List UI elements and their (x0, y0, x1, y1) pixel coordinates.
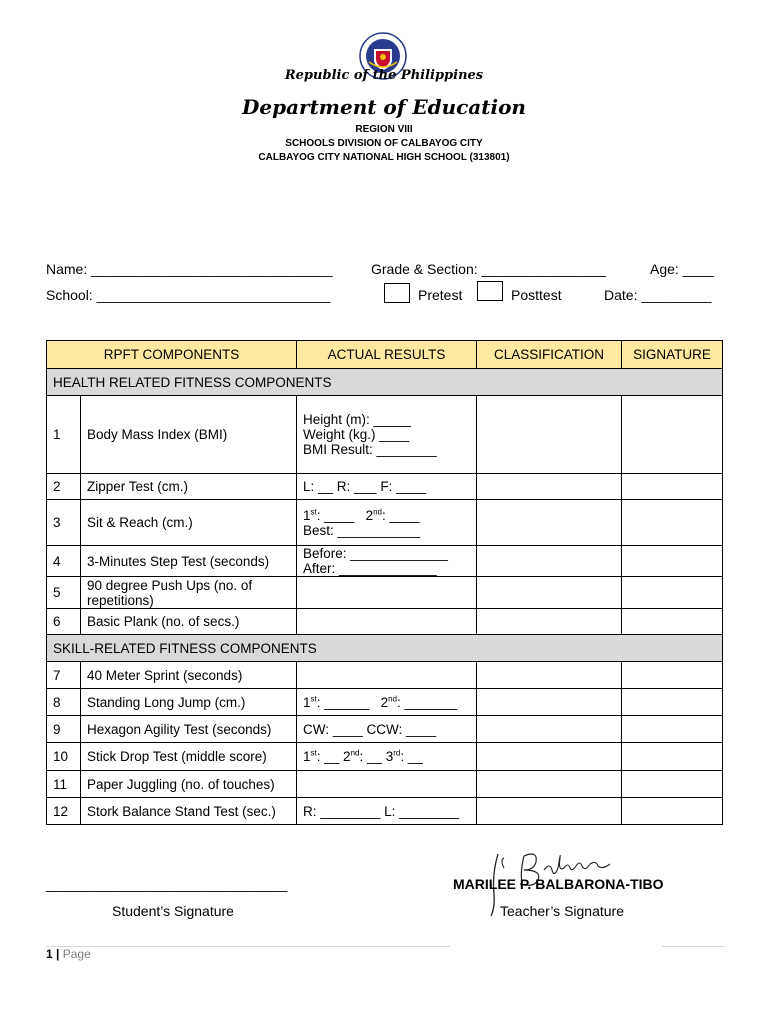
student-signature-line[interactable]: _______________________________ (46, 876, 288, 892)
result-line: Height (m): _____ (303, 412, 412, 427)
col-header-results: ACTUAL RESULTS (297, 341, 477, 369)
row-signature[interactable] (622, 689, 723, 716)
rpft-table (46, 340, 723, 825)
row-signature[interactable] (622, 577, 723, 609)
row-component: Standing Long Jump (cm.) (81, 689, 297, 716)
table-row (47, 689, 723, 716)
result-line: Before: _____________ (303, 546, 448, 561)
row-number: 10 (47, 743, 81, 771)
result-line: 1st: ______ 2nd: _______ (303, 694, 458, 710)
row-signature[interactable] (622, 546, 723, 577)
pretest-label: Pretest (418, 287, 463, 303)
row-component: Paper Juggling (no. of touches) (81, 771, 297, 798)
result-line: 1st: ____ 2nd: ____ (303, 507, 420, 523)
row-signature[interactable] (622, 771, 723, 798)
row-signature[interactable] (622, 396, 723, 474)
table-row (47, 743, 723, 771)
row-results[interactable] (297, 500, 477, 546)
row-component: 90 degree Push Ups (no. of repetitions) (81, 577, 297, 609)
row-results[interactable] (297, 743, 477, 771)
result-line: After: _____________ (303, 561, 437, 576)
republic-heading: Republic of the Philippines (284, 68, 484, 83)
row-classification[interactable] (477, 474, 622, 500)
footer-rule-left (46, 946, 450, 947)
row-number: 11 (47, 771, 81, 798)
pretest-checkbox[interactable] (384, 283, 410, 303)
row-signature[interactable] (622, 609, 723, 635)
row-results[interactable] (297, 609, 477, 635)
date-field[interactable]: Date: _________ (604, 287, 712, 303)
age-field[interactable]: Age: ____ (650, 261, 714, 277)
result-line: R: ________ L: ________ (303, 803, 460, 819)
result-line: CW: ____ CCW: ____ (303, 721, 437, 737)
col-header-classification: CLASSIFICATION (477, 341, 622, 369)
table-header-row (47, 341, 723, 369)
col-header-signature: SIGNATURE (622, 341, 723, 369)
row-classification[interactable] (477, 546, 622, 577)
row-signature[interactable] (622, 716, 723, 743)
department-heading: Department of Education (242, 95, 526, 119)
section-title-health: HEALTH RELATED FITNESS COMPONENTS (47, 369, 723, 396)
row-results[interactable] (297, 474, 477, 500)
row-component: Sit & Reach (cm.) (81, 500, 297, 546)
row-results[interactable] (297, 716, 477, 743)
region-line: REGION VIII (355, 124, 413, 135)
row-number: 7 (47, 662, 81, 689)
result-line: 1st: __ 2nd: __ 3rd: __ (303, 748, 423, 764)
row-number: 6 (47, 609, 81, 635)
section-row-skill (47, 635, 723, 662)
row-component: 3-Minutes Step Test (seconds) (81, 546, 297, 577)
row-results[interactable] (297, 396, 477, 474)
division-line: SCHOOLS DIVISION OF CALBAYOG CITY (285, 138, 483, 149)
row-results[interactable] (297, 546, 477, 577)
posttest-checkbox[interactable] (477, 281, 503, 301)
row-number: 8 (47, 689, 81, 716)
grade-section-field[interactable]: Grade & Section: ________________ (371, 261, 607, 277)
row-classification[interactable] (477, 396, 622, 474)
row-number: 4 (47, 546, 81, 577)
table-row (47, 798, 723, 825)
table-row (47, 716, 723, 743)
row-number: 2 (47, 474, 81, 500)
row-signature[interactable] (622, 798, 723, 825)
teacher-name: MARILEE P. BALBARONA-TIBO (453, 876, 664, 892)
row-classification[interactable] (477, 662, 622, 689)
row-results[interactable] (297, 771, 477, 798)
row-number: 12 (47, 798, 81, 825)
table-row (47, 396, 723, 474)
result-line: BMI Result: ________ (303, 442, 437, 457)
page-number: 1 (46, 947, 53, 961)
row-classification[interactable] (477, 771, 622, 798)
school-field[interactable]: School: ______________________________ (46, 287, 331, 303)
row-classification[interactable] (477, 689, 622, 716)
row-classification[interactable] (477, 743, 622, 771)
teacher-signature-label: Teacher’s Signature (500, 903, 625, 919)
row-classification[interactable] (477, 577, 622, 609)
footer-rule-right (662, 946, 724, 947)
school-line: CALBAYOG CITY NATIONAL HIGH SCHOOL (313801) (258, 152, 510, 163)
row-results[interactable] (297, 662, 477, 689)
table-row (47, 474, 723, 500)
row-results[interactable] (297, 577, 477, 609)
result-line: Best: ___________ (303, 522, 421, 538)
table-row (47, 771, 723, 798)
table-row (47, 577, 723, 609)
page-separator: | (56, 947, 60, 961)
row-classification[interactable] (477, 798, 622, 825)
row-component: Zipper Test (cm.) (81, 474, 297, 500)
row-classification[interactable] (477, 609, 622, 635)
table-row (47, 546, 723, 577)
row-number: 3 (47, 500, 81, 546)
row-signature[interactable] (622, 662, 723, 689)
row-signature[interactable] (622, 743, 723, 771)
row-number: 9 (47, 716, 81, 743)
posttest-label: Posttest (511, 287, 562, 303)
row-signature[interactable] (622, 474, 723, 500)
result-line: L: __ R: ___ F: ____ (303, 479, 427, 494)
row-results[interactable] (297, 798, 477, 825)
page-label: Page (62, 947, 91, 961)
student-signature-label: Student’s Signature (112, 903, 234, 919)
row-classification[interactable] (477, 716, 622, 743)
row-classification[interactable] (477, 500, 622, 546)
row-number: 1 (47, 396, 81, 474)
row-component: Stick Drop Test (middle score) (81, 743, 297, 771)
row-component: Stork Balance Stand Test (sec.) (81, 798, 297, 825)
row-component: Hexagon Agility Test (seconds) (81, 716, 297, 743)
row-component: 40 Meter Sprint (seconds) (81, 662, 297, 689)
row-component: Basic Plank (no. of secs.) (81, 609, 297, 635)
row-number: 5 (47, 577, 81, 609)
table-row (47, 609, 723, 635)
row-component: Body Mass Index (BMI) (81, 396, 297, 474)
section-title-skill: SKILL-RELATED FITNESS COMPONENTS (47, 635, 723, 662)
col-header-components: RPFT COMPONENTS (47, 341, 297, 369)
row-signature[interactable] (622, 500, 723, 546)
section-row-health (47, 369, 723, 396)
row-results[interactable] (297, 689, 477, 716)
page-footer (46, 947, 91, 961)
table-row (47, 500, 723, 546)
table-row (47, 662, 723, 689)
name-field[interactable]: Name: _______________________________ (46, 261, 333, 277)
result-line: Weight (kg.) ____ (303, 427, 410, 442)
